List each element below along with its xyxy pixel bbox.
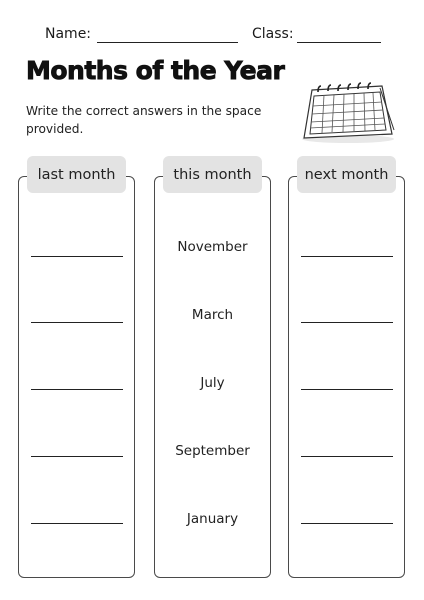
tab-label: this month (173, 166, 252, 183)
answer-line-last[interactable] (31, 389, 123, 390)
tab-label: next month (304, 166, 389, 183)
answer-line-next[interactable] (301, 389, 393, 390)
answer-line-next[interactable] (301, 456, 393, 457)
instructions: Write the correct answers in the space provided. (26, 104, 262, 136)
answer-line-next[interactable] (301, 322, 393, 323)
name-label: Name: (45, 26, 92, 42)
tab-last-month (27, 156, 126, 193)
month-item: March (191, 307, 234, 323)
month-item: September (175, 443, 250, 459)
answer-line-next[interactable] (301, 256, 393, 257)
page-title: Months of the Year (26, 56, 285, 85)
month-item: January (186, 511, 239, 527)
tab-label: last month (37, 166, 116, 183)
answer-line-last[interactable] (31, 523, 123, 524)
answer-line-last[interactable] (31, 456, 123, 457)
answer-line-next[interactable] (301, 523, 393, 524)
column-next-month (288, 176, 405, 578)
answer-line-last[interactable] (31, 322, 123, 323)
month-item: November (177, 239, 248, 255)
calendar-icon (298, 80, 398, 144)
column-last-month (18, 176, 135, 578)
name-field[interactable] (97, 42, 238, 43)
answer-line-last[interactable] (31, 256, 123, 257)
class-label: Class: (252, 26, 294, 42)
class-field[interactable] (297, 42, 381, 43)
month-item: July (200, 375, 225, 391)
tab-this-month (163, 156, 262, 193)
tab-next-month (297, 156, 396, 193)
